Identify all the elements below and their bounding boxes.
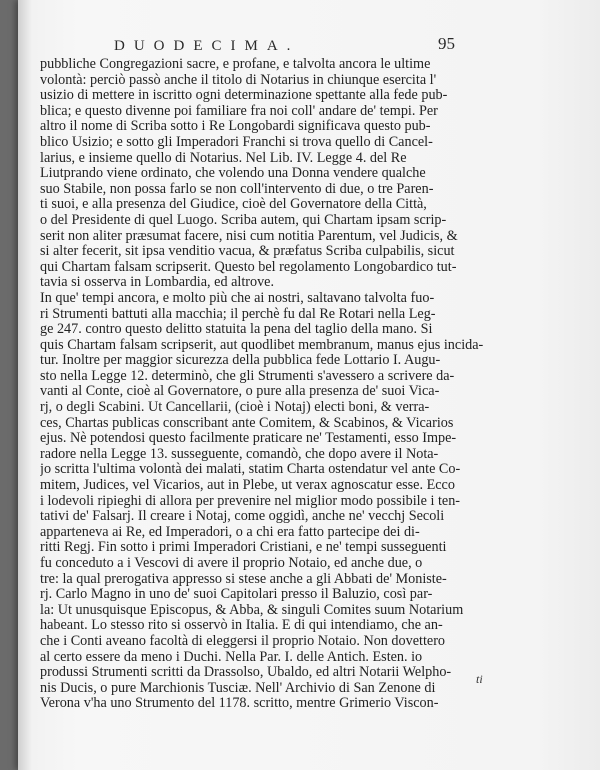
text-line: qui Chartam falsam scripserit. Questo bel regolamento Longobardico tut- [40, 259, 457, 275]
text-line: rj. Carlo Magno in uno de' suoi Capitolari presso il Baluzio, così par- [40, 587, 433, 603]
text-line: tavia si osserva in Lombardia, ed altrove. [40, 275, 275, 291]
text-line: apparteneva ai Re, ed Imperadori, o a chi era fatto partecipe dei di- [40, 524, 420, 540]
text-line: sto nella Legge 12. determinò, che gli Strumenti s'avessero a scrivere da- [40, 368, 455, 384]
book-page [18, 0, 600, 770]
running-head: DUODECIMA. [114, 38, 300, 54]
text-line: vanti al Conte, cioè al Governatore, o pure alla presenza de' suoi Vica- [40, 384, 440, 400]
text-line: tativi de' Falsarj. Il creare i Notaj, come oggidì, anche ne' vecchj Secoli [40, 509, 445, 525]
text-line: serit non aliter præsumat facere, nisi cum notitia Parentum, vel Judicis, & [40, 228, 458, 244]
page-header [18, 34, 600, 58]
text-line: Liutprando viene ordinato, che volendo una Donna vendere qualche [40, 166, 426, 182]
text-line: rj, o degli Scabini. Ut Cancellarii, (cioè i Notaj) electi boni, & verra- [40, 400, 430, 416]
text-line: mitem, Judices, vel Vicarios, aut in Plebe, ut verax agnoscatur esse. Ecco [40, 478, 455, 494]
text-line: i lodevoli ripieghi di allora per prevenire nel miglior modo possibile i ten- [40, 493, 461, 509]
text-line: ri Strumenti battuti alla macchia; il perchè fu dal Re Rotari nella Leg- [40, 306, 436, 322]
text-line: produssi Strumenti scritti da Drassolso, Ubaldo, ed altri Notarii Welpho- [40, 665, 452, 681]
text-line: Verona v'ha uno Strumento del 1178. scritto, mentre Grimerio Viscon- [40, 696, 439, 712]
text-line: habeant. Lo stesso rito si osservò in Italia. E di qui intendiamo, che an- [40, 618, 443, 634]
text-line: suo Stabile, non possa farlo se non coll'intervento di due, o tre Paren- [40, 181, 434, 197]
text-line: ti suoi, e alla presenza del Giudice, cioè del Governatore della Città, [40, 197, 427, 213]
text-line: pubbliche Congregazioni sacre, e profane, e talvolta ancora le ultime [40, 57, 431, 72]
text-line: ejus. Nè potendosi questo facilmente praticare ne' Testamenti, esso Impe- [40, 431, 457, 447]
text-line: radore nella Legge 13. susseguente, comandò, che dopo avere il Nota- [40, 446, 439, 462]
text-line: ces, Chartas publicas conscribant ante Comitem, & Scabinos, & Vicarios [40, 415, 454, 431]
text-line: ge 247. contro questo delitto statuita la pena del taglio della mano. Si [40, 322, 433, 338]
text-line: volontà: perciò passò anche il titolo di Notarius in chiunque esercita l' [40, 72, 437, 88]
text-line: altro il nome di Scriba sotto i Re Longobardi significava questo pub- [40, 119, 431, 135]
text-line: al certo essere da meno i Duchi. Nella Par. I. delle Antich. Esten. io [40, 649, 423, 665]
text-line: larius, e insieme quello di Notarius. Nel Lib. IV. Legge 4. del Re [40, 150, 407, 166]
page-number: 95 [438, 34, 455, 53]
text-line: In que' tempi ancora, e molto più che ai nostri, saltavano talvolta fuo- [40, 290, 435, 306]
text-line: ritti Regj. Fin sotto i primi Imperadori Cristiani, e ne' tempi susseguenti [40, 540, 447, 556]
text-line: si alter fecerit, sit ipsa venditio vacua, & præfatus Scriba culpabilis, sicut [40, 244, 455, 260]
text-line: tre: la qual prerogativa appresso si stese anche a gli Abbati de' Moniste- [40, 571, 447, 587]
text-line: la: Ut unusquisque Episcopus, & Abba, & singuli Comites suum Notarium [40, 602, 464, 618]
catchword: ti [476, 672, 483, 686]
text-line: tur. Inoltre per maggior sicurezza della pubblica fede Lottario I. Augu- [40, 353, 441, 369]
text-line: jo scritta l'ultima volontà dei malati, statim Charta ostendatur vel ante Co- [40, 462, 461, 478]
text-line: blica; e questo divenne poi familiare fra noi coll' andare de' tempi. Per [40, 103, 438, 119]
text-line: blico Usizio; e sotto gli Imperadori Franchi si trova quello di Cancel- [40, 134, 433, 150]
text-line: nis Ducis, o pure Marchionis Tusciæ. Nell' Archivio di San Zenone di [40, 680, 436, 696]
text-line: fu conceduto a i Vescovi di avere il proprio Notaio, ed anche due, o [40, 556, 423, 571]
text-line: quis Chartam falsam scripserit, aut quodlibet membranum, manus ejus incida- [40, 337, 484, 353]
body-text [40, 57, 596, 712]
text-line: o del Presidente di quel Luogo. Scriba autem, qui Chartam ipsam scrip- [40, 212, 447, 228]
text-line: usizio di mettere in iscritto ogni determinazione spettante alla fede pub- [40, 88, 448, 104]
text-line: che i Conti aveano facoltà di eleggersi il proprio Notaio. Non dovettero [40, 633, 446, 649]
